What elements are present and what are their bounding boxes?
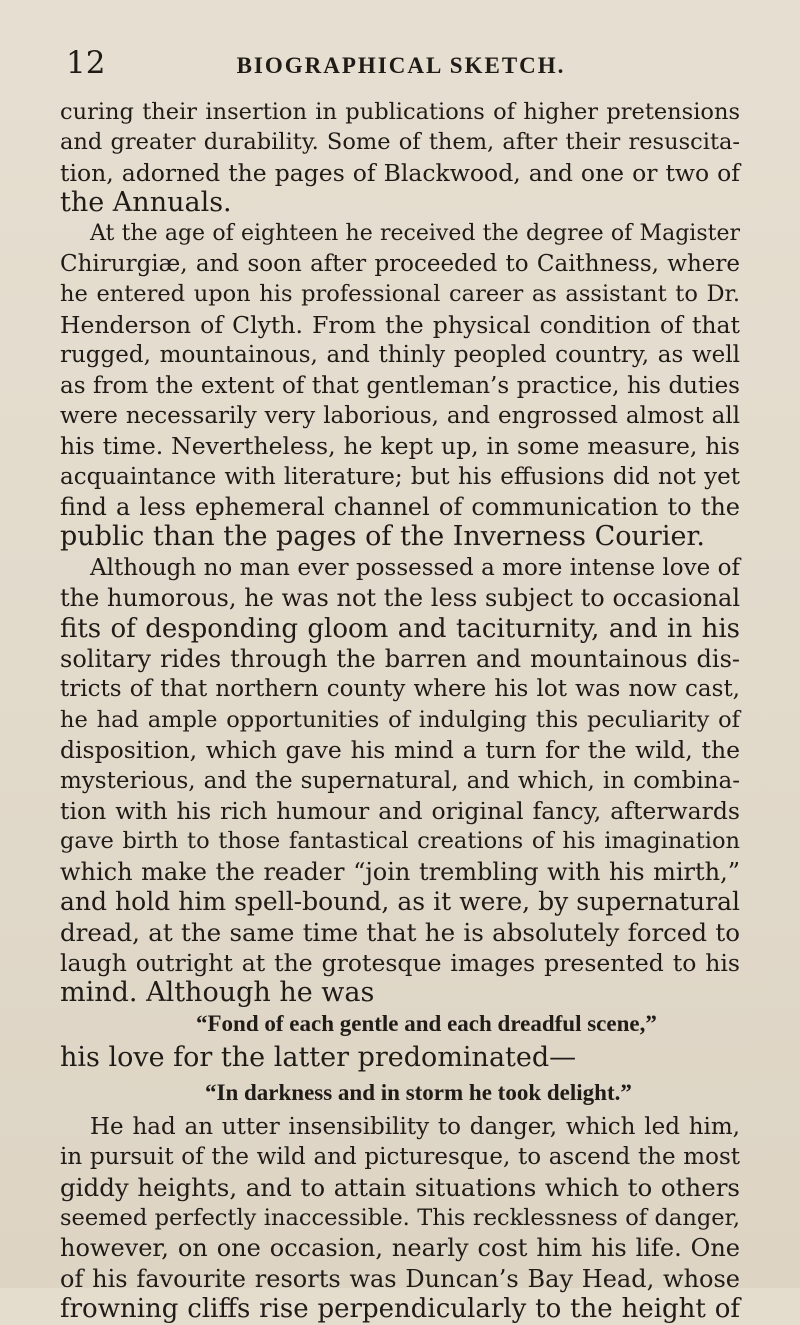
text-line: disposition, which gave his mind a turn for the wild, the xyxy=(60,736,740,765)
text-line: tion, adorned the pages of Blackwood, and one or two of xyxy=(60,158,740,187)
text-line: solitary rides through the barren and mountainous dis- xyxy=(60,645,740,674)
text-line: of his favourite resorts was Duncan’s Bay Head, whose xyxy=(60,1264,740,1293)
text-line: he entered upon his professional career as assistant to Dr. xyxy=(60,281,740,308)
verse-quote: “Fond of each gentle and each dreadful scene,” xyxy=(196,1010,657,1036)
text-line: the Annuals. xyxy=(60,187,232,219)
text-line: mysterious, and the supernatural, and which, in combina- xyxy=(60,767,740,794)
text-line: mind. Although he was xyxy=(60,977,375,1009)
text-line: he had ample opportunities of indulging this peculiarity of xyxy=(60,706,740,733)
text-line: dread, at the same time that he is absolutely forced to xyxy=(60,917,740,947)
text-line: and hold him spell-bound, as it were, by supernatural xyxy=(60,887,740,917)
text-line: gave birth to those fantastical creations of his imagination xyxy=(60,828,740,855)
text-line: find a less ephemeral channel of communication to the xyxy=(60,493,740,522)
text-line: curing their insertion in publications of higher pretensions xyxy=(60,99,740,125)
text-line: rugged, mountainous, and thinly peopled country, as well xyxy=(60,342,740,369)
running-title: BIOGRAPHICAL SKETCH. xyxy=(236,53,566,78)
text-line: giddy heights, and to attain situations which to others xyxy=(60,1172,740,1202)
text-line: his time. Nevertheless, he kept up, in some measure, his xyxy=(60,432,740,461)
text-line: as from the extent of that gentleman’s practice, his duties xyxy=(60,372,740,399)
text-line: At the age of eighteen he received the degree of Magister xyxy=(90,220,740,246)
text-line: tricts of that northern county where his lot was now cast, xyxy=(60,676,740,703)
page-number: 12 xyxy=(66,45,106,81)
text-line: which make the reader “join trembling with his mirth,” xyxy=(60,857,740,886)
body-text xyxy=(60,97,740,1325)
text-line: public than the pages of the Inverness Courier. xyxy=(60,521,705,553)
running-head xyxy=(66,46,736,86)
text-line: seemed perfectly inaccessible. This recklessness of danger, xyxy=(60,1205,740,1232)
text-line: tion with his rich humour and original fancy, afterwards xyxy=(60,796,740,825)
text-line: Chirurgiæ, and soon after proceeded to Caithness, where xyxy=(60,250,740,277)
text-line: in pursuit of the wild and picturesque, to ascend the most xyxy=(60,1144,740,1171)
text-line: however, on one occasion, nearly cost him his life. One xyxy=(60,1234,740,1263)
text-line: frowning cliffs rise perpendicularly to the height of xyxy=(60,1294,740,1325)
text-line: fits of desponding gloom and taciturnity, and in his xyxy=(60,613,740,644)
text-line: Henderson of Clyth. From the physical condition of that xyxy=(60,310,740,339)
text-line: acquaintance with literature; but his effusions did not yet xyxy=(60,463,740,490)
text-line: were necessarily very laborious, and engrossed almost all xyxy=(60,402,740,429)
text-line: his love for the latter predominated— xyxy=(60,1042,577,1074)
text-line: Although no man ever possessed a more intense love of xyxy=(90,554,740,581)
verse-quote: “In darkness and in storm he took delight.” xyxy=(205,1079,632,1105)
text-line: He had an utter insensibility to danger, which led him, xyxy=(90,1113,740,1140)
text-line: laugh outright at the grotesque images presented to his xyxy=(60,948,740,977)
text-line: and greater durability. Some of them, after their resuscita- xyxy=(60,129,740,156)
text-line: the humorous, he was not the less subject to occasional xyxy=(60,584,740,613)
